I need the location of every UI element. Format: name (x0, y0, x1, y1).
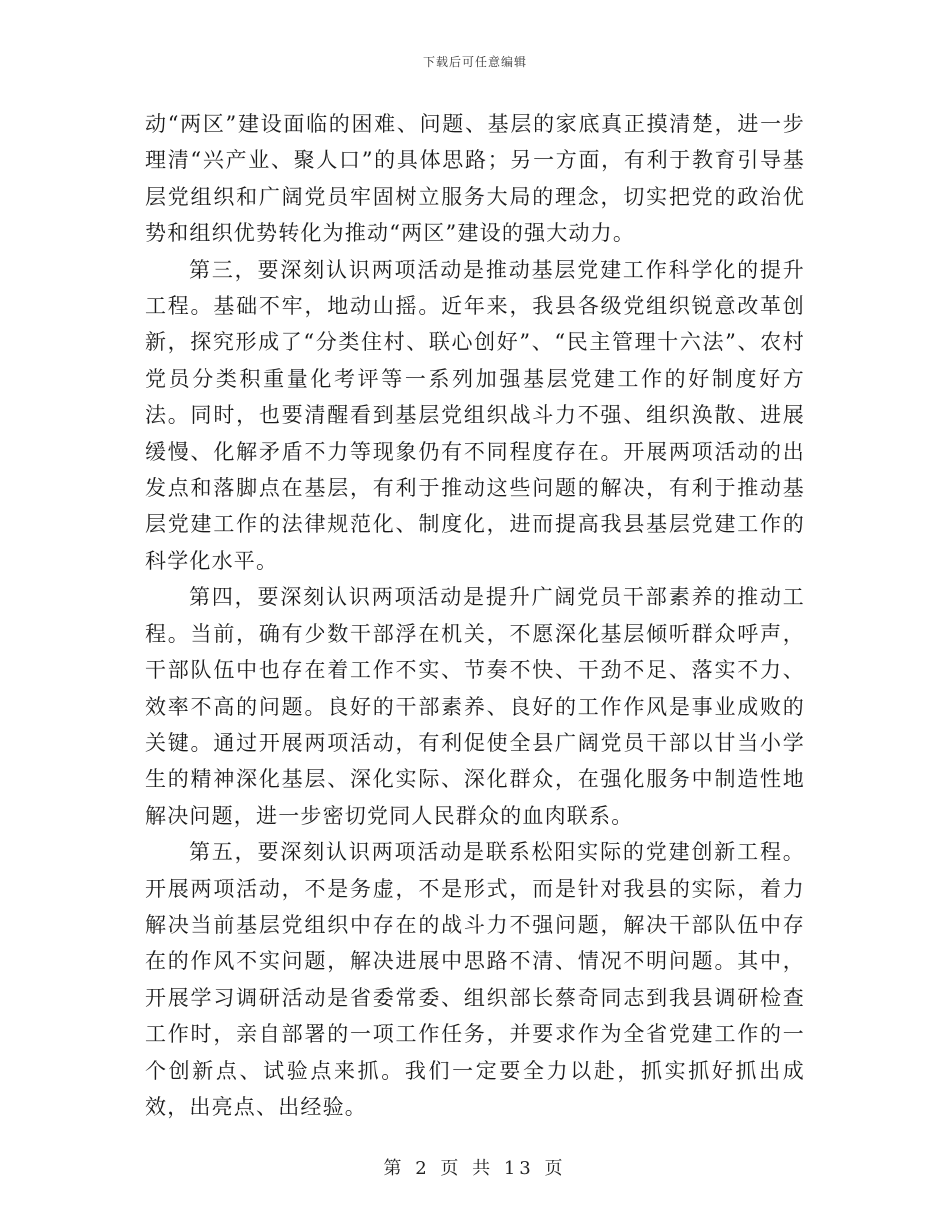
paragraph-fifth-point: 第五，要深刻认识两项活动是联系松阳实际的党建创新工程。开展两项活动，不是务虚，不是形式，而是针对我县的实际，着力解决当前基层党组织中存在的战斗力不强问题，解决干部队伍中存在的作风不实问题，解决进展中思路不清、情况不明问题。其中，开展学习调研活动是省委常委、组织部长蔡奇同志到我县调研检查工作时，亲自部署的一项工作任务，并要求作为全省党建工作的一个创新点、试验点来抓。我们一定要全力以赴，抓实抓好抓出成效，出亮点、出经验。 (145, 840, 805, 1119)
page-header: 下载后可任意编辑 (422, 55, 527, 69)
paragraph-fourth-point: 第四，要深刻认识两项活动是提升广阔党员干部素养的推动工程。当前，确有少数干部浮在机关，不愿深化基层倾听群众呼声，干部队伍中也存在着工作不实、节奏不快、干劲不足、落实不力、效率不高的问题。良好的干部素养、良好的工作作风是事业成败的关键。通过开展两项活动，有利促使全县广阔党员干部以甘当小学生的精神深化基层、深化实际、深化群众，在强化服务中制造性地解决问题，进一步密切党同人民群众的血肉联系。 (145, 585, 805, 828)
document-body (145, 106, 805, 1125)
paragraph-continuation: 动“两区”建设面临的困难、问题、基层的家底真正摸清楚，进一步理清“兴产业、聚人口”的具体思路；另一方面，有利于教育引导基层党组织和广阔党员牢固树立服务大局的理念，切实把党的政治优势和组织优势转化为推动“两区”建设的强大动力。 (145, 112, 805, 246)
paragraph-third-point: 第三，要深刻认识两项活动是推动基层党建工作科学化的提升工程。基础不牢，地动山摇。近年来，我县各级党组织锐意改革创新，探究形成了“分类住村、联心创好”、“民主管理十六法”、农村党员分类积重量化考评等一系列加强基层党建工作的好制度好方法。同时，也要清醒看到基层党组织战斗力不强、组织涣散、进展缓慢、化解矛盾不力等现象仍有不同程度存在。开展两项活动的出发点和落脚点在基层，有利于推动这些问题的解决，有利于推动基层党建工作的法律规范化、制度化，进而提高我县基层党建工作的科学化水平。 (145, 257, 805, 573)
page-number-footer: 第 2 页 共 13 页 (383, 1158, 567, 1179)
